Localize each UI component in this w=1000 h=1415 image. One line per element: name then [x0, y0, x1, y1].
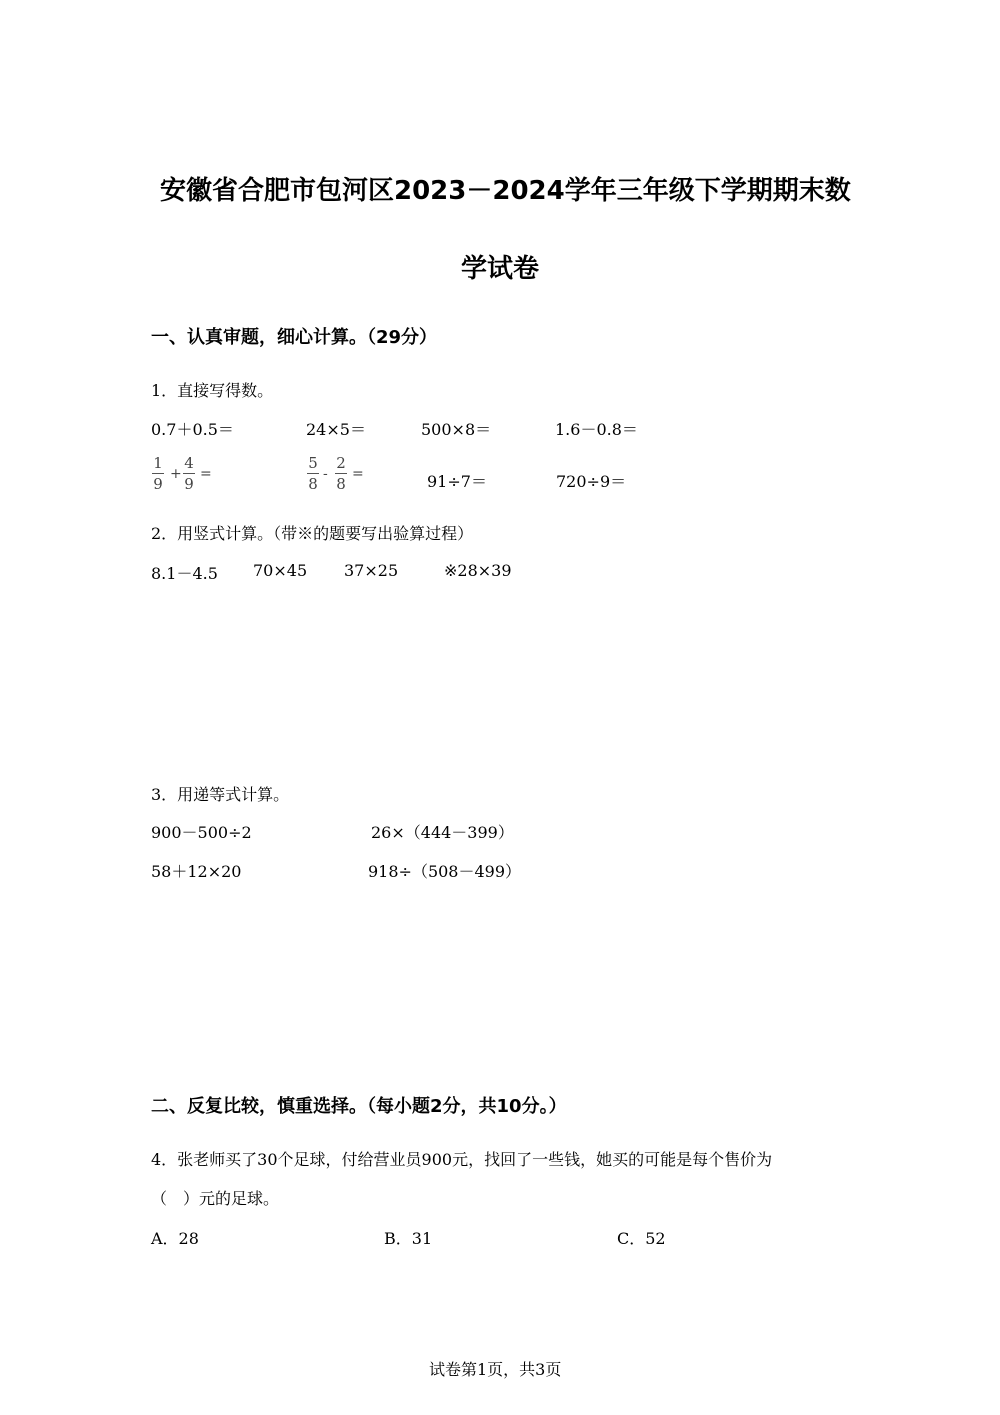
- equals-sign: =: [352, 466, 364, 482]
- q4-option-c: C．52: [617, 1229, 666, 1248]
- fraction-a-2: [183, 455, 195, 492]
- numerator: 4: [184, 454, 194, 472]
- q2-prompt: 2．用竖式计算。（带※的题要写出验算过程）: [151, 524, 474, 543]
- fraction-b-1: [307, 455, 319, 492]
- q2-item-1: 8.1－4.5: [151, 564, 218, 583]
- denominator: 8: [336, 475, 346, 493]
- q1-item-4: 1.6－0.8＝: [555, 420, 638, 439]
- denominator: 9: [184, 475, 194, 493]
- q2-item-2: 70×45: [253, 561, 308, 580]
- numerator: 1: [153, 454, 163, 472]
- q4-text-line1: 4．张老师买了30个足球，付给营业员900元，找回了一些钱，她买的可能是每个售价为: [151, 1150, 773, 1169]
- q2-item-3: 37×25: [344, 561, 399, 580]
- numerator: 2: [336, 454, 346, 472]
- section1-heading: 一、认真审题，细心计算。（29分）: [151, 327, 438, 348]
- q3-prompt: 3．用递等式计算。: [151, 785, 290, 804]
- page-title-line2: 学试卷: [461, 254, 540, 284]
- fraction-b-2: [335, 455, 347, 492]
- q3-item-2: 26×（444－399）: [371, 823, 514, 842]
- operator: +: [170, 466, 182, 482]
- q1-item-2: 24×5＝: [306, 420, 366, 439]
- denominator: 8: [308, 475, 318, 493]
- q3-item-4: 918÷（508－499）: [368, 862, 522, 881]
- q1-prompt: 1．直接写得数。: [151, 381, 274, 400]
- q3-item-1: 900－500÷2: [151, 823, 252, 842]
- q1-item-1: 0.7＋0.5＝: [151, 420, 234, 439]
- q2-item-4: ※28×39: [444, 561, 512, 580]
- q1-item-7: 91÷7＝: [427, 472, 487, 491]
- q4-text-line2: （ ）元的足球。: [151, 1189, 280, 1208]
- section2-heading: 二、反复比较，慎重选择。（每小题2分，共10分。）: [151, 1096, 567, 1117]
- q1-item-8: 720÷9＝: [556, 472, 627, 491]
- page-title-line1: 安徽省合肥市包河区2023－2024学年三年级下学期期末数: [160, 176, 851, 206]
- operator: -: [323, 466, 328, 482]
- numerator: 5: [308, 454, 318, 472]
- denominator: 9: [153, 475, 163, 493]
- q3-item-3: 58＋12×20: [151, 862, 242, 881]
- fraction-a-1: [152, 455, 164, 492]
- page-footer: 试卷第1页，共3页: [429, 1360, 562, 1379]
- q4-option-a: A．28: [151, 1229, 199, 1248]
- q4-option-b: B．31: [384, 1229, 433, 1248]
- equals-sign: =: [200, 466, 212, 482]
- q1-item-3: 500×8＝: [421, 420, 492, 439]
